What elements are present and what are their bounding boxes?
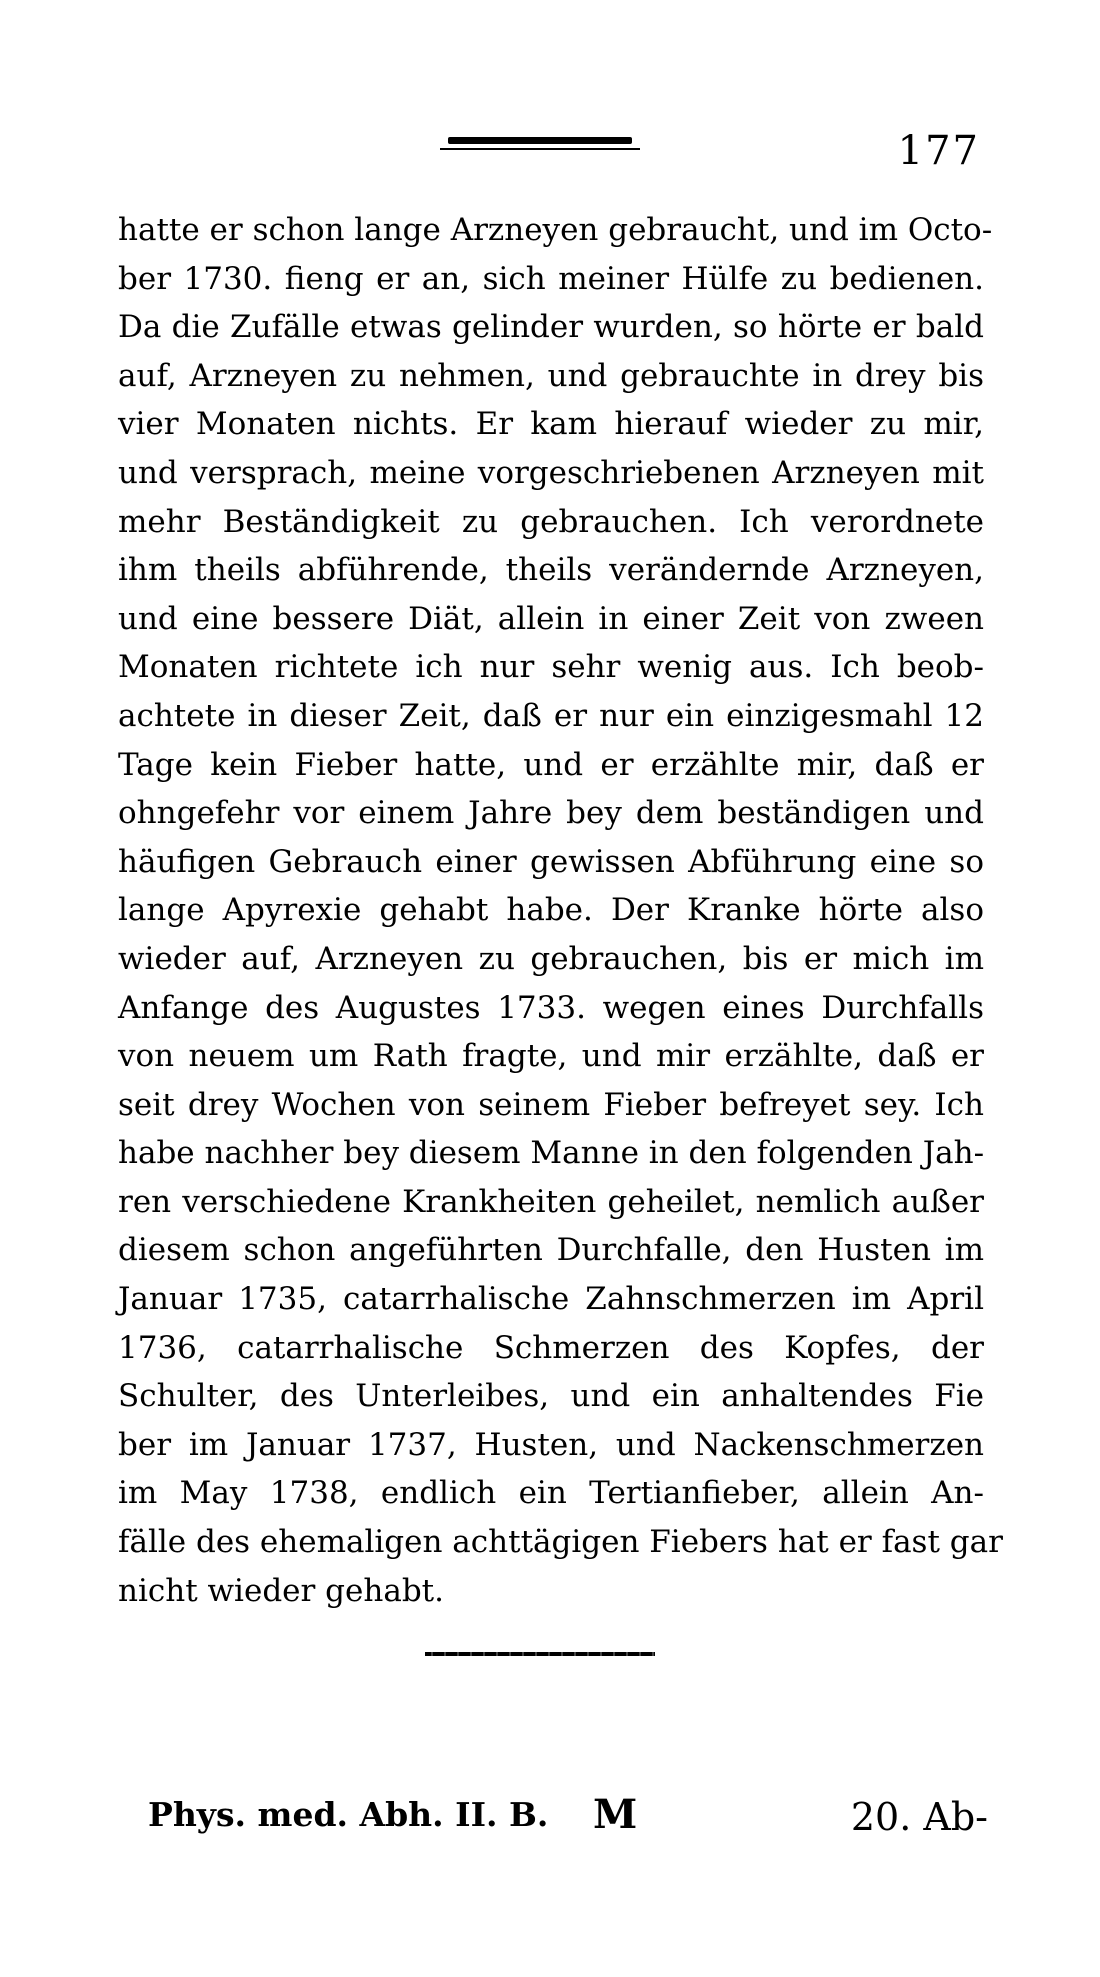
- text-line: vier Monaten nichts. Er kam hierauf wieder zu mir,: [118, 406, 984, 443]
- text-line: Januar 1735, catarrhalische Zahnschmerzen im April: [118, 1281, 984, 1318]
- text-line: habe nachher bey diesem Manne in den folgenden Jah-: [118, 1135, 985, 1172]
- text-line: seit drey Wochen von seinem Fieber befreyet sey. Ich: [118, 1086, 984, 1123]
- text-line: diesem schon angeführten Durchfalle, den Husten im: [118, 1232, 984, 1269]
- text-line: hatte er schon lange Arzneyen gebraucht, und im Octo-: [118, 212, 993, 248]
- closing-ornament-rule: [425, 1652, 655, 1656]
- text-line: und eine bessere Diät, allein in einer Zeit von zween: [118, 600, 984, 637]
- header-ornament-rule: [440, 137, 640, 151]
- text-line: häufigen Gebrauch einer gewissen Abführung eine so: [118, 843, 984, 880]
- text-line: ber im Januar 1737, Husten, und Nackenschmerzen: [118, 1426, 984, 1463]
- text-line: Tage kein Fieber hatte, und er erzählte mir, daß er: [118, 746, 984, 783]
- text-line: ohngefehr vor einem Jahre bey dem beständigen und: [118, 795, 984, 832]
- text-line: nicht wieder gehabt.: [118, 1572, 444, 1609]
- page-number: 177: [897, 128, 980, 174]
- footer-signature-title: Phys. med. Abh. II. B.: [148, 1795, 549, 1834]
- text-line: von neuem um Rath fragte, und mir erzählte, daß er: [118, 1038, 984, 1075]
- text-line: ihm theils abführende, theils verändernde Arzneyen,: [118, 552, 984, 589]
- footer-signature-mark: M: [593, 1791, 638, 1838]
- text-line: ren verschiedene Krankheiten geheilet, nemlich außer: [118, 1183, 984, 1220]
- footer-catchword: 20. Ab-: [850, 1795, 988, 1839]
- text-line: fälle des ehemaligen achttägigen Fiebers hat er fast gar: [118, 1524, 1003, 1561]
- text-line: Da die Zufälle etwas gelinder wurden, so hörte er bald: [118, 309, 984, 346]
- body-text: [118, 206, 1003, 1615]
- text-line: und versprach, meine vorgeschriebenen Arzneyen mit: [118, 454, 984, 491]
- text-line: lange Apyrexie gehabt habe. Der Kranke hörte also: [118, 892, 984, 929]
- header-rule-thin: [440, 148, 640, 150]
- header-rule-thick: [448, 137, 632, 144]
- text-line: auf, Arzneyen zu nehmen, und gebrauchte in drey bis: [118, 357, 984, 394]
- text-line: 1736, catarrhalische Schmerzen des Kopfes, der: [118, 1329, 984, 1366]
- page-footer: [148, 1791, 988, 1845]
- text-line: Schulter, des Unterleibes, und ein anhaltendes Fie: [118, 1378, 984, 1415]
- text-line: achtete in dieser Zeit, daß er nur ein einzigesmahl 12: [118, 697, 984, 734]
- text-line: im May 1738, endlich ein Tertianfieber, allein An-: [118, 1475, 984, 1512]
- text-line: Monaten richtete ich nur sehr wenig aus. Ich beob-: [118, 649, 984, 686]
- text-line: mehr Beständigkeit zu gebrauchen. Ich verordnete: [118, 503, 984, 540]
- text-line: Anfange des Augustes 1733. wegen eines Durchfalls: [118, 989, 984, 1026]
- text-line: wieder auf, Arzneyen zu gebrauchen, bis er mich im: [118, 940, 984, 977]
- text-line: ber 1730. fieng er an, sich meiner Hülfe zu bedienen.: [118, 260, 984, 297]
